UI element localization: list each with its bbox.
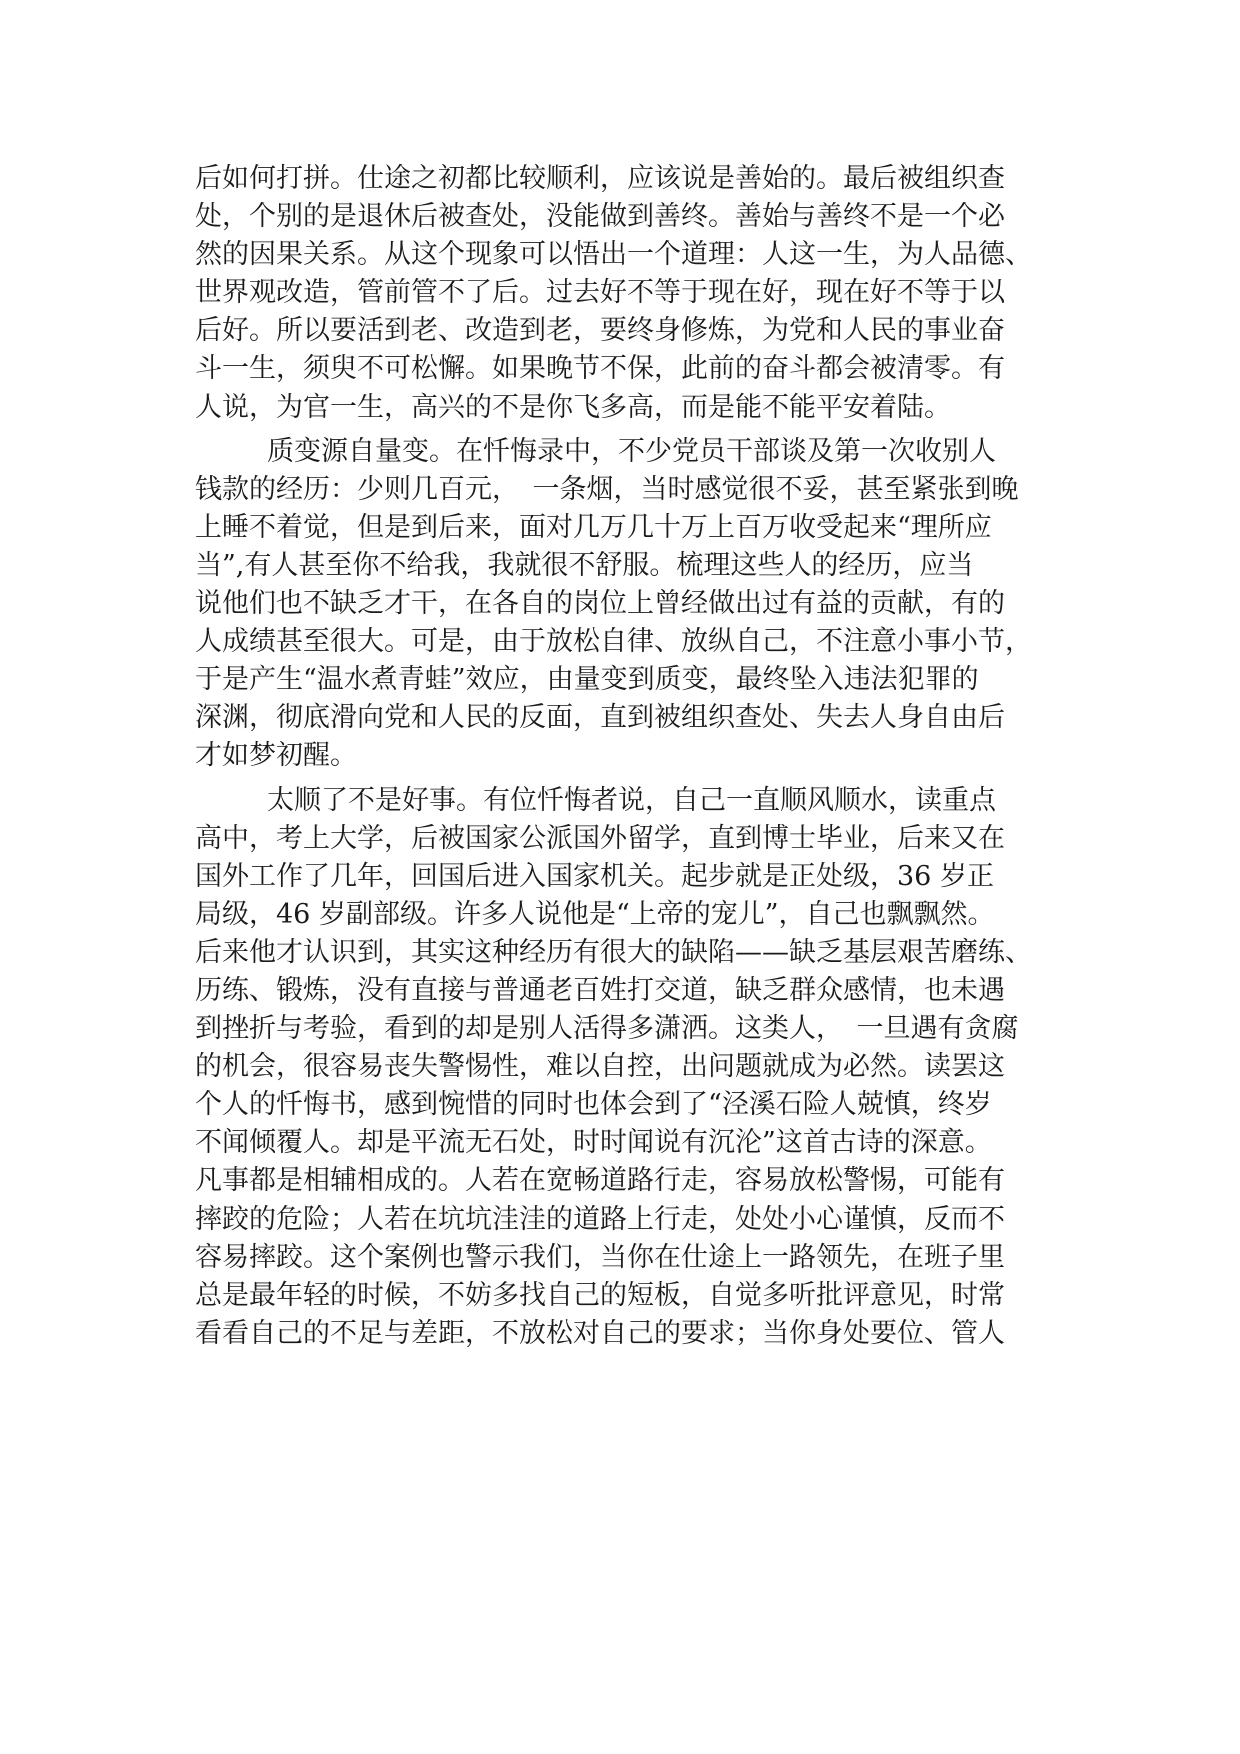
text-line: 看看自己的不足与差距，不放松对自己的要求；当你身处要位、管人 — [195, 1317, 1005, 1349]
paragraph-3 — [195, 782, 1055, 1353]
text-line: 人说，为官一生，高兴的不是你飞多高，而是能不能平安着陆。 — [195, 391, 951, 423]
text-line: 总是最年轻的时候，不妨多找自己的短板，自觉多听批评意见，时常 — [195, 1279, 1005, 1311]
text-line: 到挫折与考验，看到的却是别人活得多潇洒。这类人， 一旦遇有贪腐 — [195, 1013, 1019, 1045]
text-line: 局级，46 岁副部级。许多人说他是“上帝的宠儿”，自己也飘飘然。 — [195, 898, 995, 930]
text-line: 国外工作了几年，回国后进入国家机关。起步就是正处级，36 岁正 — [195, 860, 994, 892]
text-line: 的机会，很容易丧失警惕性，难以自控，出问题就成为必然。读罢这 — [195, 1051, 1005, 1083]
text-line-first: 质变源自量变。在忏悔录中，不少党员干部谈及第一次收别人 — [267, 435, 996, 467]
text-line: 人成绩甚至很大。可是，由于放松自律、放纵自己，不注意小事小节， — [195, 626, 1032, 658]
text-line: 历练、锻炼，没有直接与普通老百姓打交道，缺乏群众感情，也未遇 — [195, 974, 1005, 1006]
text-line: 后如何打拼。仕途之初都比较顺利，应该说是善始的。最后被组织查 — [195, 163, 1005, 194]
text-line: 深渊，彻底滑向党和人民的反面，直到被组织查处、失去人身自由后 — [195, 702, 1005, 734]
text-line-first: 太顺了不是好事。有位忏悔者说，自己一直顺风顺水，读重点 — [267, 784, 996, 816]
text-line: 处，个别的是退休后被查处，没能做到善终。善始与善终不是一个必 — [195, 201, 1005, 233]
text-line: 然的因果关系。从这个现象可以悟出一个道理：人这一生，为人品德、 — [195, 239, 1032, 271]
text-line: 斗一生，须臾不可松懈。如果晚节不保，此前的奋斗都会被清零。有 — [195, 353, 1005, 385]
text-line: 不闻倾覆人。却是平流无石处，时时闻说有沉沦”这首古诗的深意。 — [195, 1127, 992, 1159]
body-text — [195, 160, 1055, 1353]
text-line: 后好。所以要活到老、改造到老，要终身修炼，为党和人民的事业奋 — [195, 315, 1005, 347]
text-line: 说他们也不缺乏才干，在各自的岗位上曾经做出过有益的贡献，有的 — [195, 588, 1005, 620]
text-line: 凡事都是相辅相成的。人若在宽畅道路行走，容易放松警惕，可能有 — [195, 1165, 1005, 1197]
text-line: 于是产生“温水煮青蛙”效应，由量变到质变，最终坠入违法犯罪的 — [195, 664, 979, 696]
text-line: 摔跤的危险；人若在坑坑洼洼的道路上行走，处处小心谨慎，反而不 — [195, 1203, 1005, 1235]
text-line: 个人的忏悔书，感到惋惜的同时也体会到了“泾溪石险人兢慎，终岁 — [195, 1089, 992, 1121]
text-line: 才如梦初醒。 — [195, 740, 357, 772]
text-line: 高中，考上大学，后被国家公派国外留学，直到博士毕业，后来又在 — [195, 822, 1005, 854]
text-line: 后来他才认识到，其实这种经历有很大的缺陷——缺乏基层艰苦磨练、 — [195, 936, 1032, 968]
text-line: 上睡不着觉，但是到后来，面对几万几十万上百万收受起来“理所应 — [195, 511, 992, 543]
text-line: 当”,有人甚至你不给我，我就很不舒服。梳理这些人的经历，应当 — [195, 549, 974, 581]
text-line: 世界观改造，管前管不了后。过去好不等于现在好，现在好不等于以 — [195, 277, 1005, 309]
text-line: 容易摔跤。这个案例也警示我们，当你在仕途上一路领先，在班子里 — [195, 1241, 1005, 1273]
text-line: 钱款的经历：少则几百元， 一条烟，当时感觉很不妥，甚至紧张到晚 — [195, 473, 1019, 505]
paragraph-2 — [195, 433, 1055, 776]
paragraph-1 — [195, 160, 1055, 427]
